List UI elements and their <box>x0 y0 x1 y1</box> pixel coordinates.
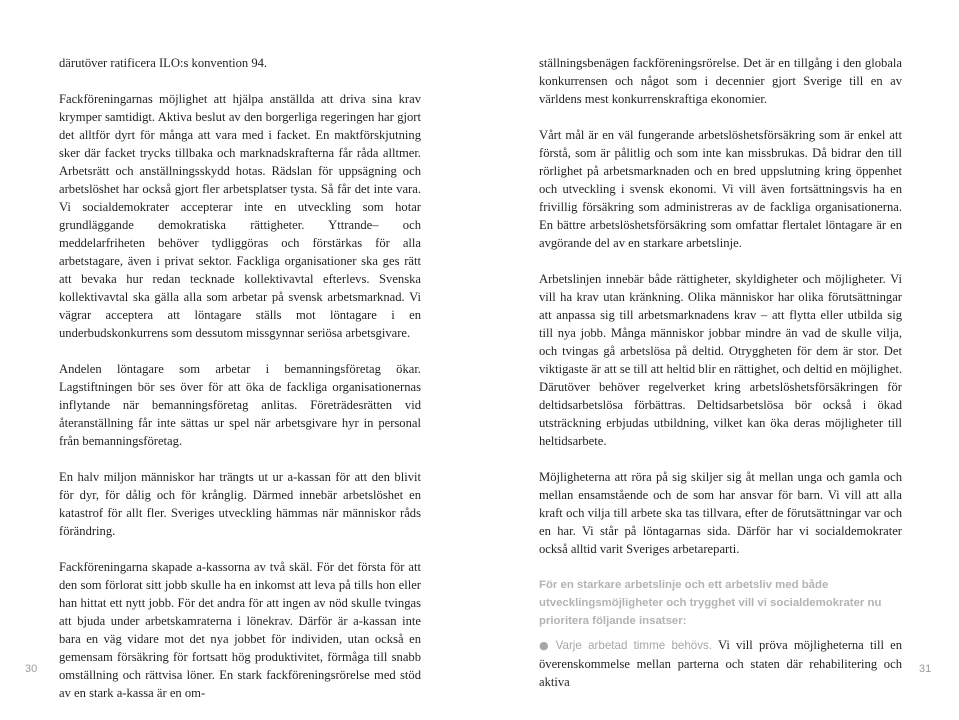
left-page-column <box>59 54 421 720</box>
right-page-column <box>539 54 902 691</box>
left-paragraph-3: Andelen löntagare som arbetar i bemanningsföretag ökar. Lagstiftningen bör ses över för att öka de fackliga organisationernas inflytande när bemanningsföretag anlitas. Företrädesrätten vid återanställning får inte sättas ur spel när arbetsgivare hyr in personal från bemanningsföretag. <box>59 362 421 448</box>
right-paragraph-1: ställningsbenägen fackföreningsrörelse. Det är en tillgång i den globala konkurrensen och något som i decennier gjort Sverige till en av världens mest konkurrenskraftiga ekonomier. <box>539 56 902 106</box>
left-paragraph-4: En halv miljon människor har trängts ut ur a-kassan för att den blivit för dyr, för dålig och för krånglig. Därmed innebär arbetslöshet en katastrof för allt fler. Sveriges utveckling hämmas när människor råds förändring. <box>59 470 421 538</box>
left-paragraph-2: Fackföreningarnas möjlighet att hjälpa anställda att driva sina krav krymper samtidigt. Aktiva beslut av den borgerliga regeringen har gjort det alltför dyrt för många att vara med i facket. En maktförskjutning sker där facket trycks tillbaka och marknadskrafterna får råda alltmer. Arbetsrätt och anställningsskydd hotas. Rädslan för uppsägning och arbetslöshet har också gjort fler arbetsplatser tysta. Så får det inte vara. Vi socialdemokrater accepterar inte en utveckling som hotar grundläggande demokratiska rättigheter. Yttrande– och meddelarfriheten behöver tydliggöras och förstärkas för alla arbetstagare, även i privat sektor. Fackliga organisationer ska ges rätt att bevaka hur redan tecknade kollektivavtal efterlevs. Svenska kollektivavtal ska gälla alla som arbetar på svensk arbetsmarknad. Vi vägrar acceptera att löntagare ställs mot löntagare i en underbudskonkurrens som dessutom missgynnar seriösa arbetsgivare. <box>59 92 421 340</box>
bullet-text: Vi vill pröva möjligheterna till en överenskommelse mellan parterna och staten där rehabilitering och aktiva <box>539 638 902 689</box>
right-paragraph-3: Arbetslinjen innebär både rättigheter, skyldigheter och möjligheter. Vi vill ha krav utan kränkning. Olika människor har olika förutsättningar att anpassa sig till arbetsmarknadens krav – att flytta eller utbilda sig till nya jobb. Många människor jobbar mindre än vad de skulle vilja, och tvingas gå arbetslösa på deltid. Otryggheten för dem är stor. Det viktigaste är att se till att heltid blir en rättighet, och deltid en möjlighet. Därutöver behöver regelverket kring arbetslöshetsförsäkringen för deltidsarbetslösa förbättras. Deltidsarbetslösa bör också i ökad utsträckning erbjudas utbildning, vilket kan öka deras möjligheter till heltidsarbete. <box>539 272 902 448</box>
page-number-left: 30 <box>25 663 38 675</box>
bullet-lead: Varje arbetad timme behövs. <box>555 639 713 652</box>
page-number-right: 31 <box>919 663 932 675</box>
bullet-item <box>539 636 902 691</box>
left-paragraph-1: därutöver ratificera ILO:s konvention 94. <box>59 56 268 70</box>
right-paragraph-4: Möjligheterna att röra på sig skiljer sig åt mellan unga och gamla och mellan ensamstående och de som har ansvar för barn. Vi vill att alla kraft och vilja till arbete ska tas tillvara, efter de förutsättningar var och en har. Vi står på löntagarnas sida. Därför har vi socialdemokrater också alltid varit Sveriges arbetareparti. <box>539 470 902 556</box>
left-paragraph-5: Fackföreningarna skapade a-kassorna av två skäl. För det första för att den som förlorat sitt jobb skulle ha en inkomst att leva på tills hon eller han hittat ett nytt jobb. För det andra för att ingen av nöd skulle tvingas att bjuda under arbetskamraterna i lönekrav. Därför är a-kassan inte bara en väg vidare mot det nya jobbet för individen, utan också en gemensam försäkring för fortsatt hög produktivitet, förmåga till snabb omställning och rättvisa löner. En stark fackföreningsrörelse med stöd av en stark a-kassa är en om- <box>59 560 421 700</box>
right-paragraph-2: Vårt mål är en väl fungerande arbetslöshetsförsäkring som är enkel att förstå, som är pålitlig och som inte kan missbrukas. Då bidrar den till rörlighet på arbetsmarknaden och en bred uppslutning kring öppenhet och utveckling i svensk ekonomi. Vi vill även fortsättningsvis ha en frivillig försäkring som administreras av de fackliga organisationerna. En bättre arbetslöshetsförsäkring som omfattar flertalet löntagare är en avgörande del av en starkare arbetslinje. <box>539 128 902 250</box>
bullet-dot-icon: ● <box>539 639 552 652</box>
priority-intro-highlight: För en starkare arbetslinje och ett arbetsliv med både utvecklingsmöjligheter och trygghet vill vi socialdemokrater nu prioritera följande insatser: <box>539 579 882 627</box>
